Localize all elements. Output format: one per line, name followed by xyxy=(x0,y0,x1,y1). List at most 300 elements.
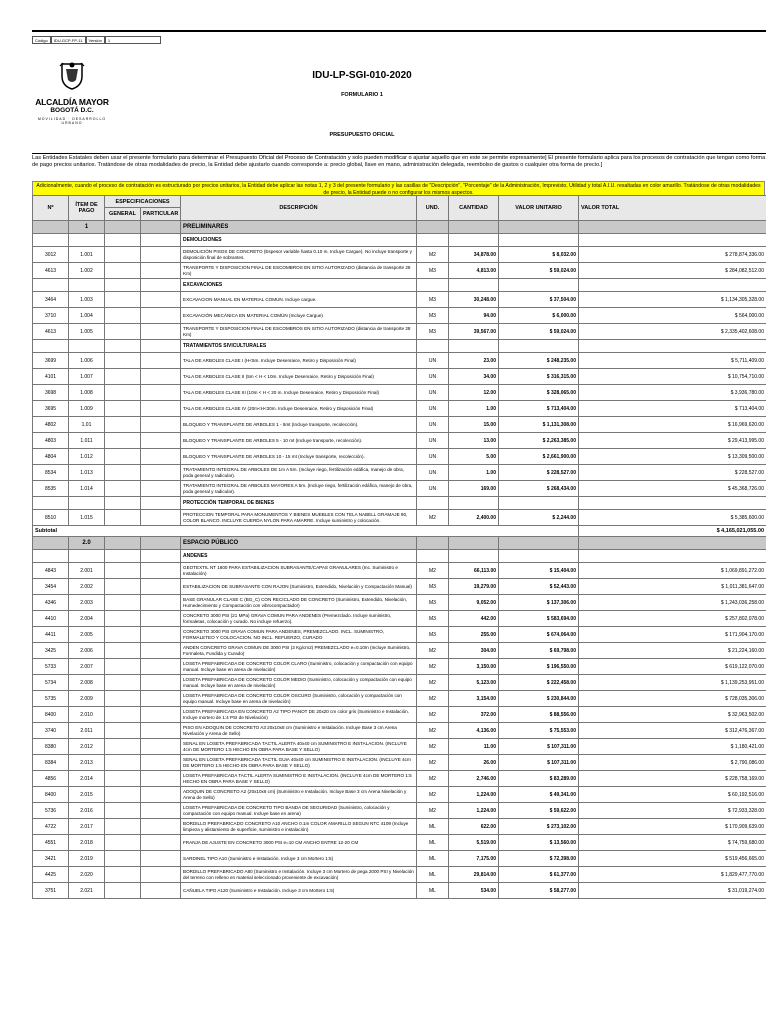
row-unit: ML xyxy=(417,819,449,835)
row-description: SENAL EN LOSETA PREFABRICADA TACTIL ALERTA 40x40 cm SUMINISTRO E INSTALACION. (INCLUYE 4cm DE MORTERO 1:5 HECHO EN OBRA PARA BASE Y SELLO) xyxy=(181,739,417,755)
row-number: 3464 xyxy=(33,292,69,308)
cell-und xyxy=(417,221,449,234)
header-cant: CANTIDAD xyxy=(449,196,499,221)
row-item: 1.007 xyxy=(69,369,105,385)
row-general xyxy=(105,510,141,526)
row-particular xyxy=(141,563,181,579)
row-unit: UN xyxy=(417,433,449,449)
row-quantity: 304.00 xyxy=(449,643,499,659)
row-total-value: $ 284,082,512.00 xyxy=(579,263,767,279)
row-total-value: $ 3,936,780.00 xyxy=(579,385,767,401)
row-unit: ML xyxy=(417,867,449,883)
row-unit-value: $ 75,553.00 xyxy=(499,723,579,739)
document-header xyxy=(32,48,766,196)
row-number: 4802 xyxy=(33,417,69,433)
cell-general xyxy=(105,279,141,292)
row-item: 2.012 xyxy=(69,739,105,755)
row-particular xyxy=(141,292,181,308)
row-unit: M2 xyxy=(417,659,449,675)
header-n: Nº xyxy=(33,196,69,221)
cell-vunit xyxy=(499,497,579,510)
row-quantity: 29,814.00 xyxy=(449,867,499,883)
row-number: 3695 xyxy=(33,401,69,417)
cell-vunit xyxy=(499,221,579,234)
cell-n xyxy=(33,279,69,292)
row-general xyxy=(105,449,141,465)
row-description: SARDINEL TIPO A10 (Suministro e Instalación. Incluye 3 cm Mortero 1:5) xyxy=(181,851,417,867)
row-unit: M3 xyxy=(417,627,449,643)
row-particular xyxy=(141,723,181,739)
row-total-value: $ 10,754,710.00 xyxy=(579,369,767,385)
table-row xyxy=(33,263,767,279)
table-row xyxy=(33,803,767,819)
alcaldia-logo xyxy=(32,48,112,142)
row-quantity: 7,175.00 xyxy=(449,851,499,867)
row-item: 2.017 xyxy=(69,819,105,835)
row-total-value: $ 16,969,620.00 xyxy=(579,417,767,433)
row-item: 1.003 xyxy=(69,292,105,308)
row-number: 4856 xyxy=(33,771,69,787)
row-quantity: 534.00 xyxy=(449,883,499,899)
row-general xyxy=(105,324,141,340)
row-item: 1.01 xyxy=(69,417,105,433)
row-item: 1.002 xyxy=(69,263,105,279)
row-item: 2.008 xyxy=(69,675,105,691)
row-particular xyxy=(141,481,181,497)
row-quantity: 66,113.00 xyxy=(449,563,499,579)
row-unit: UN xyxy=(417,353,449,369)
cell-item xyxy=(69,279,105,292)
row-quantity: 11.00 xyxy=(449,739,499,755)
row-number: 4613 xyxy=(33,263,69,279)
row-item: 2.013 xyxy=(69,755,105,771)
cell-und xyxy=(417,550,449,563)
row-unit-value: $ 88,556.00 xyxy=(499,707,579,723)
table-row xyxy=(33,385,767,401)
row-description: TALA DE ARBOLES CLASE III (10m < H < 20 m. Incluye Desenraice, Retiro y Disposición Final) xyxy=(181,385,417,401)
cell-general xyxy=(105,497,141,510)
row-item: 2.010 xyxy=(69,707,105,723)
row-particular xyxy=(141,771,181,787)
highlighted-note: Adicionalmente, cuando el proceso de contratación es estructurado por precios unitarios, la Entidad debe aplicar las notas 1, 2 y 3 del presente formulario y las casillas de "Descripción", "Porcentaje" de la Administración, Imprevisto, Utilidad y total A.I.U. resaltadas en color amarillo. Tratándose de otras modalidades de precio, la Entidad puede o no configurar los mismos aspectos. xyxy=(32,181,765,203)
header-particular: PARTICULAR xyxy=(141,208,181,221)
row-general xyxy=(105,369,141,385)
row-item: 2.019 xyxy=(69,851,105,867)
row-general xyxy=(105,481,141,497)
row-number: 3751 xyxy=(33,883,69,899)
row-description: BLOQUEO Y TRANSPLANTE DE ARBOLES 1 - 5mt (Incluye transporte, recolección). xyxy=(181,417,417,433)
row-total-value: $ 1,829,477,770.00 xyxy=(579,867,767,883)
row-general xyxy=(105,433,141,449)
table-row xyxy=(33,723,767,739)
row-description: TRATAMIENTO INTEGRAL DE ARBOLES MAYORES A 5m. (Incluye riego, fertilización edáfica, manejo de obra, poda general y radicular). xyxy=(181,481,417,497)
row-particular xyxy=(141,353,181,369)
row-number: 8384 xyxy=(33,755,69,771)
row-particular xyxy=(141,867,181,883)
table-row xyxy=(33,401,767,417)
cell-particular xyxy=(141,221,181,234)
logo-line-1: ALCALDÍA MAYOR xyxy=(35,97,109,107)
header-und: UND. xyxy=(417,196,449,221)
row-total-value: $ 170,909,639.00 xyxy=(579,819,767,835)
row-total-value: $ 31,019,274.00 xyxy=(579,883,767,899)
row-number: 8400 xyxy=(33,707,69,723)
spreadsheet-page xyxy=(32,30,766,1024)
group-row xyxy=(33,550,767,563)
row-general xyxy=(105,691,141,707)
row-unit-value: $ 2,263,385.00 xyxy=(499,433,579,449)
row-unit-value: $ 2,661,900.00 xyxy=(499,449,579,465)
row-quantity: 5.00 xyxy=(449,449,499,465)
table-row xyxy=(33,433,767,449)
group-row xyxy=(33,234,767,247)
row-total-value: $ 713,404.00 xyxy=(579,401,767,417)
row-quantity: 13.00 xyxy=(449,433,499,449)
row-item: 1.012 xyxy=(69,449,105,465)
row-particular xyxy=(141,417,181,433)
row-particular xyxy=(141,707,181,723)
row-quantity: 15.00 xyxy=(449,417,499,433)
row-item: 2.004 xyxy=(69,611,105,627)
table-row xyxy=(33,324,767,340)
cell-vunit xyxy=(499,550,579,563)
row-item: 1.005 xyxy=(69,324,105,340)
row-general xyxy=(105,803,141,819)
row-description: BORDILLO PREFABRICADO CONCRETO A10 ANCHO 0.1m COLOR AMARILLO SEGUN NTC 4109 (Incluye limpieza y alistamiento de superficie, suministro e instalación) xyxy=(181,819,417,835)
row-unit: M3 xyxy=(417,611,449,627)
row-number: 8534 xyxy=(33,465,69,481)
row-unit: M2 xyxy=(417,643,449,659)
cell-und xyxy=(417,279,449,292)
row-total-value: $ 45,368,726.00 xyxy=(579,481,767,497)
row-particular xyxy=(141,787,181,803)
row-description: TALA DE ARBOLES CLASE IV (20m<H<30m. Incluye Desenraice, Retiro y Disposición Final) xyxy=(181,401,417,417)
row-unit: M3 xyxy=(417,308,449,324)
row-unit-value: $ 59,622.00 xyxy=(499,803,579,819)
cell-general xyxy=(105,221,141,234)
row-description: CAÑUELA TIPO A120 (Suministro e Instalación. Incluye 3 cm Mortero 1:5) xyxy=(181,883,417,899)
row-quantity: 1,224.00 xyxy=(449,787,499,803)
row-particular xyxy=(141,883,181,899)
row-particular xyxy=(141,465,181,481)
row-total-value: $ 21,224,160.00 xyxy=(579,643,767,659)
row-total-value: $ 564,000.00 xyxy=(579,308,767,324)
cell-und xyxy=(417,497,449,510)
cell-vtotal xyxy=(579,550,767,563)
row-general xyxy=(105,353,141,369)
row-general xyxy=(105,292,141,308)
cell-vunit xyxy=(499,340,579,353)
row-quantity: 1.00 xyxy=(449,465,499,481)
row-unit-value: $ 222,458.00 xyxy=(499,675,579,691)
row-total-value: $ 74,759,680.00 xyxy=(579,835,767,851)
row-total-value: $ 1,243,036,258.00 xyxy=(579,595,767,611)
cell-vunit xyxy=(499,234,579,247)
table-row xyxy=(33,819,767,835)
row-unit: M2 xyxy=(417,510,449,526)
row-item: 2.005 xyxy=(69,627,105,643)
row-general xyxy=(105,867,141,883)
table-row xyxy=(33,771,767,787)
row-particular xyxy=(141,433,181,449)
row-item: 1.008 xyxy=(69,385,105,401)
cell-particular xyxy=(141,279,181,292)
row-particular xyxy=(141,324,181,340)
row-unit-value: $ 107,311.00 xyxy=(499,755,579,771)
row-unit: M2 xyxy=(417,563,449,579)
document-code-box xyxy=(32,36,161,44)
table-row xyxy=(33,353,767,369)
row-unit-value: $ 230,844.00 xyxy=(499,691,579,707)
row-general xyxy=(105,417,141,433)
cell-general xyxy=(105,550,141,563)
row-item: 2.003 xyxy=(69,595,105,611)
row-unit-value: $ 61,377.00 xyxy=(499,867,579,883)
row-number: 3012 xyxy=(33,247,69,263)
row-unit-value: $ 13,560.00 xyxy=(499,835,579,851)
row-quantity: 169.00 xyxy=(449,481,499,497)
row-number: 3698 xyxy=(33,385,69,401)
row-item: 1.001 xyxy=(69,247,105,263)
row-quantity: 34,878.00 xyxy=(449,247,499,263)
table-row xyxy=(33,739,767,755)
row-item: 2.021 xyxy=(69,883,105,899)
table-row xyxy=(33,883,767,899)
row-item: 2.011 xyxy=(69,723,105,739)
row-unit: M2 xyxy=(417,723,449,739)
row-total-value: $ 5,385,600.00 xyxy=(579,510,767,526)
row-unit: M3 xyxy=(417,324,449,340)
group-row xyxy=(33,340,767,353)
subtotal-row xyxy=(33,526,767,537)
row-general xyxy=(105,401,141,417)
form-title: FORMULARIO 1 xyxy=(341,92,383,98)
cell-vtotal xyxy=(579,537,767,550)
row-total-value: $ 1,134,305,328.00 xyxy=(579,292,767,308)
row-unit: UN xyxy=(417,481,449,497)
row-quantity: 39,567.00 xyxy=(449,324,499,340)
row-item: 2.018 xyxy=(69,835,105,851)
row-description: LOSETA PREFABRICADA DE CONCRETO TIPO BANDA DE SEGURIDAD (Suministro, colocación y compactación con equipo manual. Incluye base en arena) xyxy=(181,803,417,819)
row-description: BLOQUEO Y TRANSPLANTE DE ARBOLES 5 - 10 mt (Incluye transporte, recolección). xyxy=(181,433,417,449)
row-particular xyxy=(141,675,181,691)
row-general xyxy=(105,465,141,481)
row-number: 5736 xyxy=(33,803,69,819)
row-number: 3454 xyxy=(33,579,69,595)
row-unit-value: $ 59,024.00 xyxy=(499,263,579,279)
row-unit: M2 xyxy=(417,247,449,263)
row-unit-value: $ 2,244.00 xyxy=(499,510,579,526)
row-item: 2.006 xyxy=(69,643,105,659)
row-particular xyxy=(141,835,181,851)
row-particular xyxy=(141,449,181,465)
cell-item xyxy=(69,550,105,563)
cell-vtotal xyxy=(579,497,767,510)
row-quantity: 26.00 xyxy=(449,755,499,771)
cell-und xyxy=(417,537,449,550)
row-general xyxy=(105,835,141,851)
header-item: ÍTEM DE PAGO xyxy=(69,196,105,221)
row-quantity: 9,052.00 xyxy=(449,595,499,611)
row-quantity: 1.00 xyxy=(449,401,499,417)
table-row xyxy=(33,675,767,691)
cell-particular xyxy=(141,234,181,247)
row-particular xyxy=(141,595,181,611)
row-description: LOSETA PREFABRICADA DE CONCRETO COLOR OSCURO (Suministro, colocación y compactación con equipo manual. Incluye base en arena de nivelación) xyxy=(181,691,417,707)
row-unit: UN xyxy=(417,417,449,433)
row-unit-value: $ 583,694.00 xyxy=(499,611,579,627)
row-unit: ML xyxy=(417,835,449,851)
row-particular xyxy=(141,401,181,417)
row-particular xyxy=(141,739,181,755)
row-description: CONCRETO 3000 PSI (21 MPa) GRAVA COMUN PARA ANDENES (Premezclado. Incluye suministro, formaletas, colocación y curado. No incluye refuerzo). xyxy=(181,611,417,627)
row-quantity: 23.00 xyxy=(449,353,499,369)
row-unit-value: $ 196,550.00 xyxy=(499,659,579,675)
row-unit: UN xyxy=(417,465,449,481)
cell-n xyxy=(33,497,69,510)
cell-particular xyxy=(141,340,181,353)
row-particular xyxy=(141,579,181,595)
row-number: 4551 xyxy=(33,835,69,851)
subtotal-label: Subtotal xyxy=(33,526,579,537)
row-unit: M2 xyxy=(417,691,449,707)
row-total-value: $ 278,874,336.00 xyxy=(579,247,767,263)
row-description: TRANSPORTE Y DISPOSICION FINAL DE ESCOMBROS EN SITIO AUTORIZADO (distancia de transporte 28 Km) xyxy=(181,263,417,279)
row-description: DEMOLICIÓN PISOS DE CONCRETO (Espesor variable hasta 0.10 m. Incluye Cargue). No incluye transporte y disposición final de sobrantes. xyxy=(181,247,417,263)
logo-line-3: MOVILIDAD · DESARROLLO URBANO xyxy=(37,117,107,125)
row-unit-value: $ 58,277.00 xyxy=(499,883,579,899)
cell-vtotal xyxy=(579,234,767,247)
row-general xyxy=(105,723,141,739)
row-quantity: 19,279.00 xyxy=(449,579,499,595)
row-quantity: 30,248.00 xyxy=(449,292,499,308)
cell-general xyxy=(105,537,141,550)
section-number: 1 xyxy=(69,221,105,234)
row-unit-value: $ 72,398.00 xyxy=(499,851,579,867)
row-number: 8380 xyxy=(33,739,69,755)
row-item: 2.015 xyxy=(69,787,105,803)
row-item: 2.002 xyxy=(69,579,105,595)
row-unit-value: $ 8,032.00 xyxy=(499,247,579,263)
row-general xyxy=(105,659,141,675)
row-unit-value: $ 137,306.00 xyxy=(499,595,579,611)
row-unit: M2 xyxy=(417,803,449,819)
row-particular xyxy=(141,643,181,659)
row-description: CONCRETO 3000 PSI GRAVA COMUN PARA ANDENES, PREMEZCLADO. INCL. SUMINISTRO, FORMALETEO Y COLOCACION. NO INCL. REFUERZO, CURADO xyxy=(181,627,417,643)
row-general xyxy=(105,883,141,899)
row-number: 4613 xyxy=(33,324,69,340)
row-total-value: $ 312,476,367.00 xyxy=(579,723,767,739)
table-row xyxy=(33,449,767,465)
row-item: 1.015 xyxy=(69,510,105,526)
section-title: PRELIMINARES xyxy=(181,221,417,234)
row-description: TALA DE ARBOLES CLASE II (5m < H < 10m. Incluye Desenraice, Retiro y Disposición Final) xyxy=(181,369,417,385)
section-row xyxy=(33,221,767,234)
section-title: ESPACIO PÚBLICO xyxy=(181,537,417,550)
row-general xyxy=(105,563,141,579)
row-description: BASE GRANULAR CLASE C (BG_C) CON RECICLADO DE CONCRETO (Suministro, Extendido, Nivelación, Humedecimiento y Compactación con vibrocompactador) xyxy=(181,595,417,611)
row-unit: UN xyxy=(417,401,449,417)
row-number: 3425 xyxy=(33,643,69,659)
row-quantity: 2,400.00 xyxy=(449,510,499,526)
row-item: 2.014 xyxy=(69,771,105,787)
table-row xyxy=(33,247,767,263)
row-unit-value: $ 6,000.00 xyxy=(499,308,579,324)
header-row-1 xyxy=(33,196,767,208)
row-quantity: 94.00 xyxy=(449,308,499,324)
row-particular xyxy=(141,263,181,279)
group-title: TRATAMIENTOS SIVICULTURALES xyxy=(181,340,417,353)
table-row xyxy=(33,369,767,385)
row-particular xyxy=(141,659,181,675)
row-particular xyxy=(141,385,181,401)
row-number: 4411 xyxy=(33,627,69,643)
row-unit-value: $ 713,404.00 xyxy=(499,401,579,417)
row-general xyxy=(105,643,141,659)
row-quantity: 5,123.00 xyxy=(449,675,499,691)
cell-particular xyxy=(141,550,181,563)
row-item: 2.020 xyxy=(69,867,105,883)
cell-cant xyxy=(449,497,499,510)
row-unit-value: $ 273,102.00 xyxy=(499,819,579,835)
subtotal-value: $ 4,165,021,055.00 xyxy=(579,526,767,537)
row-general xyxy=(105,707,141,723)
row-unit: ML xyxy=(417,851,449,867)
codigo-value: IDU-GCP-FP-11 xyxy=(51,36,86,44)
process-code: IDU-LP-SGI-010-2020 xyxy=(312,70,412,81)
row-general xyxy=(105,263,141,279)
cell-und xyxy=(417,340,449,353)
coat-of-arms-icon xyxy=(59,60,85,90)
row-particular xyxy=(141,308,181,324)
row-unit-value: $ 1,131,308.00 xyxy=(499,417,579,433)
row-particular xyxy=(141,803,181,819)
row-description: TALA DE ARBOLES CLASE I (H<5m. Incluye Desenraice, Retiro y Disposición Final) xyxy=(181,353,417,369)
row-number: 4410 xyxy=(33,611,69,627)
row-unit-value: $ 316,315.00 xyxy=(499,369,579,385)
table-row xyxy=(33,563,767,579)
row-description: FRANJA DE AJUSTE EN CONCRETO 3000 PSI e=10 CM ANCHO ENTRE 12-20 CM xyxy=(181,835,417,851)
row-particular xyxy=(141,247,181,263)
row-unit-value: $ 268,434.00 xyxy=(499,481,579,497)
section-number: 2.0 xyxy=(69,537,105,550)
header-vunit: VALOR UNITARIO xyxy=(499,196,579,221)
group-title: DEMOLICIONES xyxy=(181,234,417,247)
row-unit-value: $ 69,798.00 xyxy=(499,643,579,659)
row-total-value: $ 29,413,995.00 xyxy=(579,433,767,449)
row-number: 3740 xyxy=(33,723,69,739)
row-unit: M3 xyxy=(417,263,449,279)
cell-n xyxy=(33,550,69,563)
row-unit: M3 xyxy=(417,292,449,308)
cell-cant xyxy=(449,340,499,353)
table-row xyxy=(33,481,767,497)
table-row xyxy=(33,755,767,771)
cell-item xyxy=(69,234,105,247)
row-unit-value: $ 328,065.00 xyxy=(499,385,579,401)
cell-n xyxy=(33,340,69,353)
row-item: 1.011 xyxy=(69,433,105,449)
table-row xyxy=(33,787,767,803)
group-title: PROTECCIÓN TEMPORAL DE BIENES xyxy=(181,497,417,510)
row-unit: M2 xyxy=(417,787,449,803)
table-row xyxy=(33,643,767,659)
row-total-value: $ 728,035,306.00 xyxy=(579,691,767,707)
row-description: PROTECCION TEMPORAL PARA MONUMENTOS Y BIENES MUEBLES CON TELA NABELL GRAMAJE 90, COLOR BLANCO. INCLUYE CUERDA NYLON PARA AMARRE. Incluye suministro y colocación. xyxy=(181,510,417,526)
budget-title: PRESUPUESTO OFICIAL xyxy=(329,132,395,138)
table-row xyxy=(33,595,767,611)
table-row xyxy=(33,659,767,675)
